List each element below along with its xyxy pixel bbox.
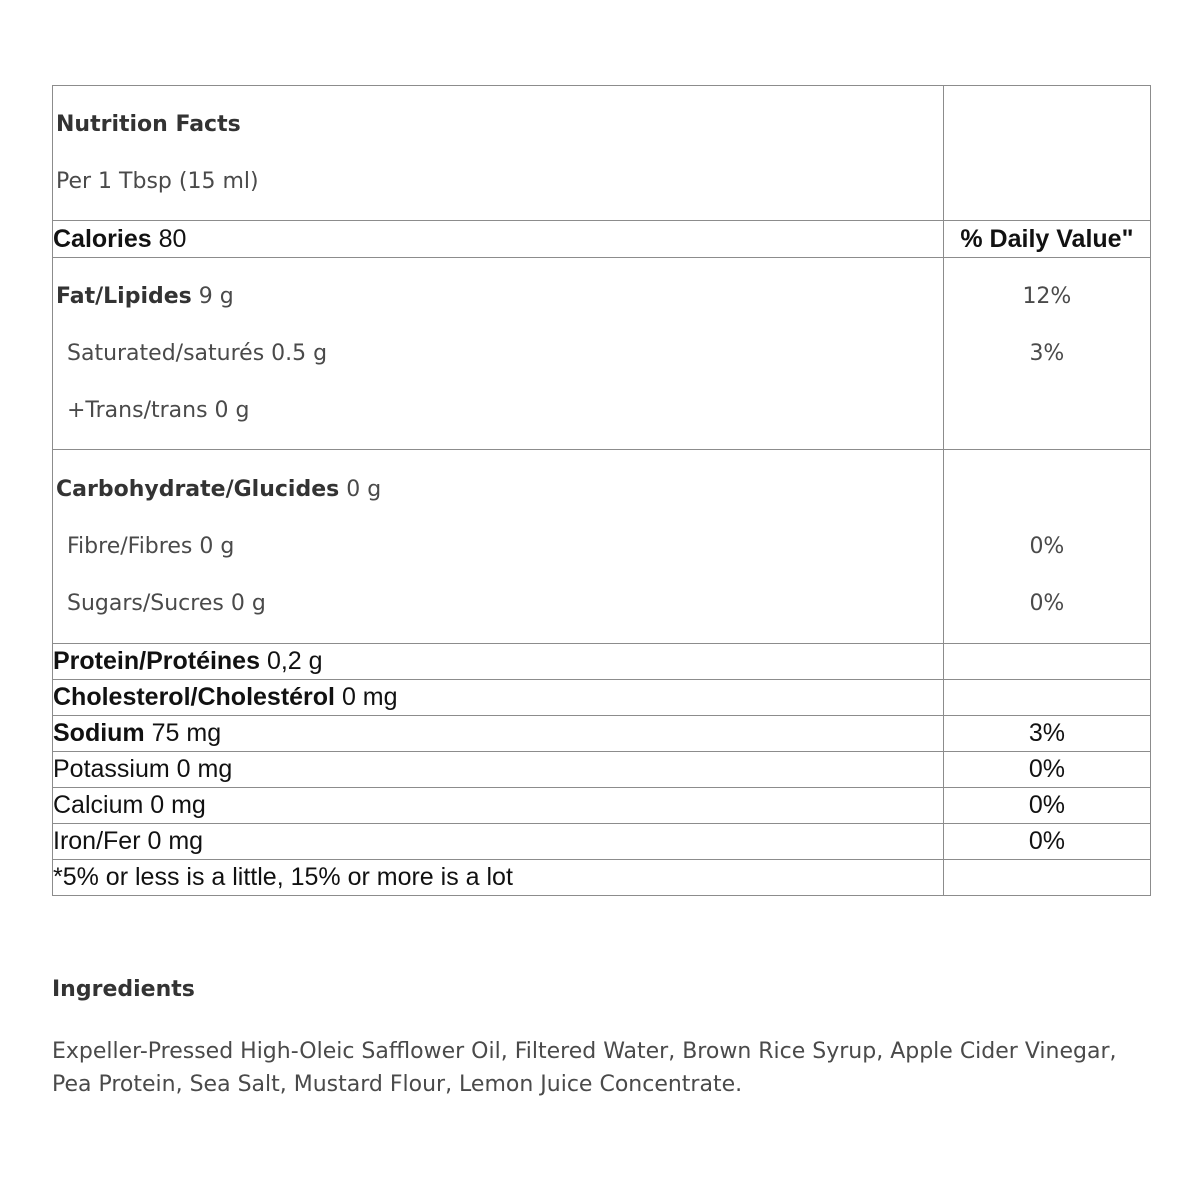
saturated-line: Saturated/saturés 0.5 g xyxy=(67,341,328,366)
potassium-row xyxy=(53,752,1151,788)
sodium-amount: 75 mg xyxy=(151,719,222,747)
header-row xyxy=(53,86,1151,221)
saturated-dv: 3% xyxy=(1029,341,1065,366)
calories-value: 80 xyxy=(158,224,187,253)
dv-header: % Daily Value" xyxy=(960,224,1134,253)
ingredients-title: Ingredients xyxy=(52,977,195,1002)
calories-label: Calories xyxy=(53,224,152,253)
iron-cell: Iron/Fer 0 mg xyxy=(53,824,944,860)
carbohydrate-cell xyxy=(53,450,944,644)
trans-dv-empty xyxy=(944,382,1150,439)
fibre-dv: 0% xyxy=(1029,534,1065,559)
fat-amount: 9 g xyxy=(198,284,234,309)
calcium-dv: 0% xyxy=(943,788,1150,824)
carbohydrate-label: Carbohydrate/Glucides xyxy=(56,477,340,502)
protein-cell xyxy=(53,644,944,680)
calories-cell xyxy=(53,221,944,258)
protein-amount: 0,2 g xyxy=(266,647,323,675)
potassium-dv: 0% xyxy=(943,752,1150,788)
footnote-row xyxy=(53,860,1151,896)
calories-row xyxy=(53,221,1151,258)
footnote-dv-empty xyxy=(943,860,1150,896)
sodium-dv: 3% xyxy=(943,716,1150,752)
sugars-line: Sugars/Sucres 0 g xyxy=(67,591,266,616)
footnote: *5% or less is a little, 15% or more is a lot xyxy=(53,860,944,896)
cholesterol-row xyxy=(53,680,1151,716)
fat-cell xyxy=(53,258,944,450)
ingredients-text: Expeller-Pressed High-Oleic Safflower Oil, Filtered Water, Brown Rice Syrup, Apple Cider Vinegar, Pea Protein, Sea Salt, Mustard Flour, Lemon Juice Concentrate. xyxy=(52,1039,1117,1097)
protein-row xyxy=(53,644,1151,680)
calcium-row xyxy=(53,788,1151,824)
cholesterol-label: Cholesterol/Cholestérol xyxy=(53,683,335,711)
carbohydrate-dv-cell xyxy=(943,450,1150,644)
fat-row xyxy=(53,258,1151,450)
fat-line xyxy=(53,268,943,325)
nutrition-facts-table xyxy=(52,85,1151,896)
sodium-cell xyxy=(53,716,944,752)
dv-header-cell xyxy=(943,221,1150,258)
iron-row xyxy=(53,824,1151,860)
cholesterol-cell xyxy=(53,680,944,716)
cholesterol-amount: 0 mg xyxy=(341,683,398,711)
carbohydrate-dv-empty xyxy=(944,461,1150,518)
cholesterol-dv-empty xyxy=(943,680,1150,716)
calcium-cell: Calcium 0 mg xyxy=(53,788,944,824)
carbohydrate-line xyxy=(53,461,943,518)
carbohydrate-row xyxy=(53,450,1151,644)
serving-size: Per 1 Tbsp (15 ml) xyxy=(56,169,259,194)
iron-dv: 0% xyxy=(943,824,1150,860)
sodium-label: Sodium xyxy=(53,719,145,747)
sodium-row xyxy=(53,716,1151,752)
sugars-dv: 0% xyxy=(1029,591,1065,616)
potassium-cell: Potassium 0 mg xyxy=(53,752,944,788)
header-cell xyxy=(53,86,944,221)
nutrition-title: Nutrition Facts xyxy=(56,112,241,137)
carbohydrate-amount: 0 g xyxy=(346,477,382,502)
fibre-line: Fibre/Fibres 0 g xyxy=(67,534,235,559)
fat-dv-cell xyxy=(943,258,1150,450)
protein-dv-empty xyxy=(943,644,1150,680)
header-empty-cell xyxy=(943,86,1150,221)
fat-label: Fat/Lipides xyxy=(56,284,192,309)
trans-line: +Trans/trans 0 g xyxy=(67,398,250,423)
fat-dv: 12% xyxy=(1022,284,1072,309)
protein-label: Protein/Protéines xyxy=(53,647,260,675)
